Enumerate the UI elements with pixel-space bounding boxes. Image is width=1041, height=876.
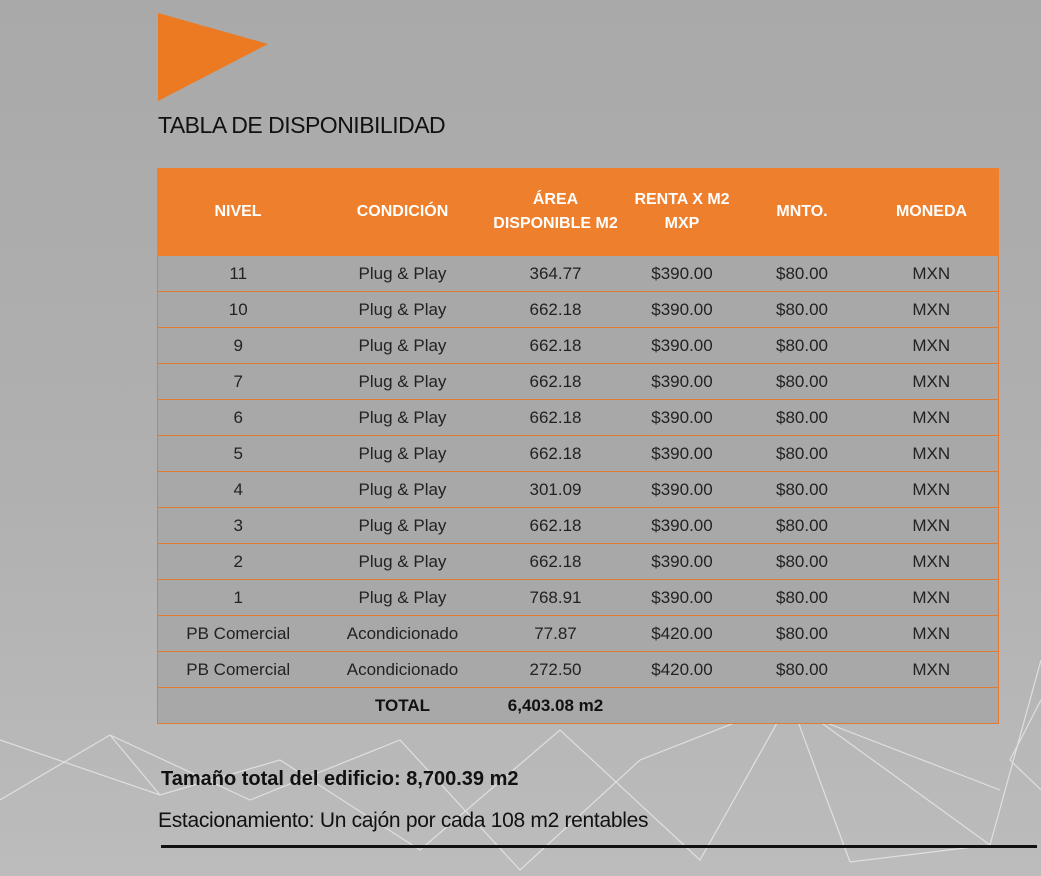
table-cell: 662.18 [487, 400, 625, 436]
table-cell: $390.00 [625, 292, 740, 328]
parking-text: Estacionamiento: Un cajón por cada 108 m2 rentables [158, 809, 649, 832]
table-cell: 2 [158, 544, 319, 580]
table-cell-empty [740, 688, 865, 724]
table-cell: MXN [865, 508, 999, 544]
table-cell: Plug & Play [319, 544, 487, 580]
table-cell: Acondicionado [319, 652, 487, 688]
column-header: ÁREA DISPONIBLE M2 [487, 169, 625, 256]
table-row [158, 364, 999, 400]
table-cell: 10 [158, 292, 319, 328]
table-cell: MXN [865, 292, 999, 328]
table-row [158, 508, 999, 544]
table-cell: MXN [865, 256, 999, 292]
table-cell: 364.77 [487, 256, 625, 292]
table-cell: $80.00 [740, 400, 865, 436]
table-cell: $80.00 [740, 580, 865, 616]
table-cell: $390.00 [625, 580, 740, 616]
table-cell: $390.00 [625, 508, 740, 544]
table-cell: 3 [158, 508, 319, 544]
column-header: NIVEL [158, 169, 319, 256]
table-cell: $80.00 [740, 292, 865, 328]
table-cell: Plug & Play [319, 328, 487, 364]
table-cell: MXN [865, 328, 999, 364]
table-cell: MXN [865, 652, 999, 688]
table-cell: MXN [865, 472, 999, 508]
table-cell: MXN [865, 364, 999, 400]
table-cell: MXN [865, 436, 999, 472]
table-cell: Plug & Play [319, 508, 487, 544]
building-size-text: Tamaño total del edificio: 8,700.39 m2 [161, 768, 519, 790]
table-cell: 77.87 [487, 616, 625, 652]
table-cell: MXN [865, 400, 999, 436]
table-body [158, 256, 999, 724]
total-label: TOTAL [319, 688, 487, 724]
table-cell: $390.00 [625, 436, 740, 472]
column-header: RENTA X M2 MXP [625, 169, 740, 256]
table-cell: $420.00 [625, 652, 740, 688]
table-cell: 1 [158, 580, 319, 616]
table-row [158, 544, 999, 580]
column-header: MONEDA [865, 169, 999, 256]
table-cell: $80.00 [740, 616, 865, 652]
availability-table [157, 168, 999, 724]
table-cell: $390.00 [625, 364, 740, 400]
orange-triangle-icon [158, 13, 268, 101]
table-cell: Plug & Play [319, 580, 487, 616]
table-cell: $390.00 [625, 472, 740, 508]
table-cell: 6 [158, 400, 319, 436]
table-row [158, 292, 999, 328]
table-cell: 7 [158, 364, 319, 400]
total-row [158, 688, 999, 724]
table-cell: 662.18 [487, 544, 625, 580]
table-cell: 662.18 [487, 292, 625, 328]
table-cell: Acondicionado [319, 616, 487, 652]
table-cell-empty [158, 688, 319, 724]
table-cell: Plug & Play [319, 472, 487, 508]
table-cell: 9 [158, 328, 319, 364]
table-cell-empty [625, 688, 740, 724]
page-title: TABLA DE DISPONIBILIDAD [158, 112, 446, 138]
table-cell: $80.00 [740, 652, 865, 688]
table-cell: 301.09 [487, 472, 625, 508]
table-header-row [158, 169, 999, 256]
total-value: 6,403.08 m2 [487, 688, 625, 724]
table-cell: MXN [865, 544, 999, 580]
table-cell: Plug & Play [319, 292, 487, 328]
table-cell: $390.00 [625, 256, 740, 292]
column-header: CONDICIÓN [319, 169, 487, 256]
table-cell: 11 [158, 256, 319, 292]
table-cell: 662.18 [487, 508, 625, 544]
table-cell: MXN [865, 616, 999, 652]
table-cell: $80.00 [740, 328, 865, 364]
table-row [158, 580, 999, 616]
table-row [158, 400, 999, 436]
table-cell: $80.00 [740, 436, 865, 472]
table-cell: Plug & Play [319, 436, 487, 472]
table-cell: $420.00 [625, 616, 740, 652]
table-cell: $390.00 [625, 328, 740, 364]
table-cell: MXN [865, 580, 999, 616]
table-cell: $390.00 [625, 400, 740, 436]
table-row [158, 472, 999, 508]
table-cell: PB Comercial [158, 652, 319, 688]
table-cell: Plug & Play [319, 400, 487, 436]
table-cell: $390.00 [625, 544, 740, 580]
table-cell: 662.18 [487, 364, 625, 400]
table-row [158, 256, 999, 292]
table-row [158, 436, 999, 472]
table-cell: $80.00 [740, 544, 865, 580]
table-row [158, 328, 999, 364]
table-cell: Plug & Play [319, 256, 487, 292]
table-row [158, 652, 999, 688]
column-header: MNTO. [740, 169, 865, 256]
table-row [158, 616, 999, 652]
table-cell: 4 [158, 472, 319, 508]
table-cell: $80.00 [740, 508, 865, 544]
bottom-divider [161, 845, 1037, 848]
table-cell-empty [865, 688, 999, 724]
table-cell: Plug & Play [319, 364, 487, 400]
table-cell: 662.18 [487, 436, 625, 472]
table-cell: $80.00 [740, 364, 865, 400]
table-cell: PB Comercial [158, 616, 319, 652]
table-cell: $80.00 [740, 256, 865, 292]
table-cell: $80.00 [740, 472, 865, 508]
table-cell: 662.18 [487, 328, 625, 364]
table-cell: 768.91 [487, 580, 625, 616]
table-cell: 272.50 [487, 652, 625, 688]
table-cell: 5 [158, 436, 319, 472]
